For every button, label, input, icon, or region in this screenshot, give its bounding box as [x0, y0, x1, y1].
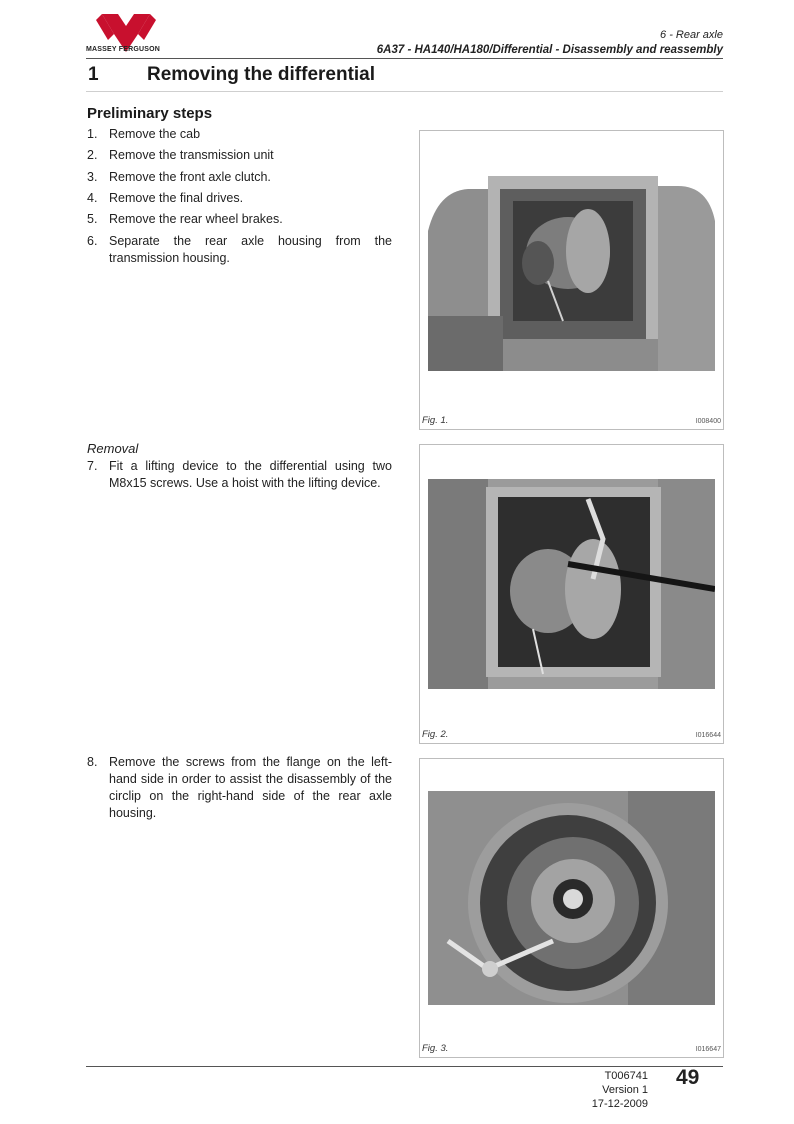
step-number: 6.	[87, 234, 98, 248]
list-item	[87, 147, 392, 164]
figure-3	[419, 758, 724, 1058]
flange-screws-photo	[428, 791, 715, 1005]
step-number: 5.	[87, 212, 98, 226]
step-text: Remove the final drives.	[109, 191, 244, 205]
header-divider	[86, 58, 723, 59]
figure-id: I016647	[695, 1046, 721, 1053]
figure-1	[419, 130, 724, 430]
list-item	[87, 754, 392, 822]
page-number: 49	[676, 1066, 700, 1089]
removal-heading: Removal	[87, 441, 139, 456]
preliminary-steps-heading: Preliminary steps	[87, 105, 213, 122]
step-number: 2.	[87, 148, 98, 162]
list-item	[87, 190, 392, 207]
document-version: Version 1	[602, 1084, 648, 1096]
document-id: T006741	[604, 1070, 648, 1082]
step-text: Remove the transmission unit	[109, 148, 274, 162]
step-text: Remove the screws from the flange on the left-hand side in order to assist the disassembly of the circlip on the right-hand side of the rear axle housing.	[109, 755, 392, 820]
step-text: Fit a lifting device to the differential using two M8x15 screws. Use a hoist with the lifting device.	[109, 459, 392, 490]
step-text: Remove the rear wheel brakes.	[109, 212, 283, 226]
differential-housing-photo	[428, 171, 715, 371]
heading-divider	[86, 91, 723, 92]
list-item	[87, 169, 392, 186]
step-number: 4.	[87, 191, 98, 205]
header-title: 6A37 - HA140/HA180/Differential - Disassembly and reassembly	[376, 44, 723, 56]
step-text: Remove the front axle clutch.	[109, 170, 271, 184]
step-number: 8.	[87, 755, 98, 769]
list-item	[87, 233, 392, 267]
list-item	[87, 458, 392, 492]
step-text: Separate the rear axle housing from the transmission housing.	[109, 234, 392, 265]
figure-caption: Fig. 2.	[422, 729, 449, 740]
step-text: Remove the cab	[109, 127, 201, 141]
figure-caption: Fig. 3.	[422, 1043, 449, 1054]
figure-id: I008400	[695, 418, 721, 425]
figure-id: I016644	[695, 732, 721, 739]
lifting-device-photo	[428, 479, 715, 689]
page-title: Removing the differential	[147, 64, 376, 85]
step-number: 1.	[87, 127, 98, 141]
header-section: 6 - Rear axle	[660, 29, 723, 41]
footer-doc-info	[560, 1069, 648, 1111]
heading-number: 1	[88, 64, 99, 85]
list-item	[87, 211, 392, 228]
list-item	[87, 126, 392, 143]
document-date: 17-12-2009	[591, 1098, 648, 1110]
footer-divider	[86, 1066, 723, 1067]
brand-name: MASSEY FERGUSON	[86, 46, 161, 53]
step-number: 7.	[87, 459, 98, 473]
step-number: 3.	[87, 170, 98, 184]
massey-ferguson-logo	[92, 12, 172, 62]
figure-2	[419, 444, 724, 744]
figure-caption: Fig. 1.	[422, 415, 449, 426]
